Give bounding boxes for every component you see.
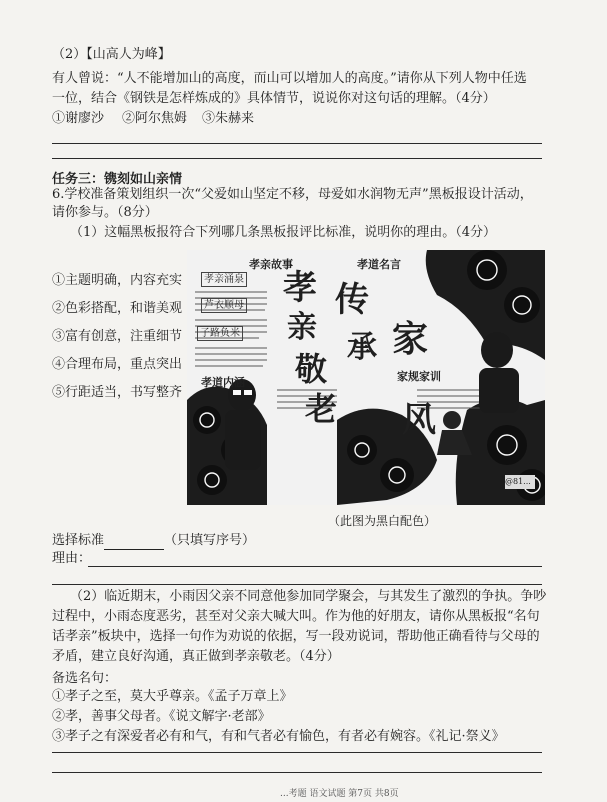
q2-prompt-line1: 有人曾说：“人不能增加山的高度，而山可以增加人的高度。”请你从下列人物中任选 (52, 71, 527, 86)
select-hint: （只填写序号） (164, 533, 256, 548)
q2-option-2: ②阿尔焦姆 (122, 111, 188, 126)
q6-line1: 6.学校准备策划组织一次“父爱如山坚定不移，母爱如水润物无声”黑板报设计活动， (52, 187, 533, 202)
poster-char-feng: 风 (402, 400, 436, 440)
poster-char-cheng: 承 (347, 330, 377, 365)
answer-line[interactable] (52, 143, 542, 144)
q2-heading: （2）【山高人为峰】 (52, 47, 171, 62)
criterion-4: ④合理布局，重点突出 (52, 357, 183, 372)
poster-char-jing: 敬 (295, 350, 328, 388)
q6-line2: 请你参与。（8分） (52, 205, 158, 220)
q2-option-1: ①谢廖沙 (52, 111, 105, 126)
answer-line[interactable] (88, 566, 542, 567)
sub2-line2: 过程中，小雨态度恶劣，甚至对父亲大喊大叫。作为他的好朋友，请你从黑板报“名句 (52, 609, 540, 624)
poster-label-jiagui: 家规家训 (397, 370, 441, 383)
answer-line[interactable] (52, 772, 542, 773)
reason-label: 理由： (52, 551, 92, 566)
criterion-5: ⑤行距适当，书写整齐 (52, 385, 183, 400)
quote-2: ②孝，善事父母者。《说文解字·老部》 (52, 709, 271, 724)
task3-title: 任务三：镌刻如山亲情 (52, 172, 183, 187)
answer-line[interactable] (52, 752, 542, 753)
poster-label-quotes: 孝道名言 (357, 258, 401, 271)
poster-label-story: 孝亲故事 (249, 258, 293, 271)
q2-option-3: ③朱赫来 (202, 111, 255, 126)
select-label: 选择标准 (52, 533, 105, 548)
answer-line[interactable] (52, 584, 542, 585)
quotes-label: 备选名句： (52, 671, 118, 686)
q6-sub1: （1）这幅黑板报符合下列哪几条黑板报评比标准，说明你的理由。（4分） (70, 225, 497, 240)
poster-char-lao: 老 (305, 390, 338, 428)
q2-prompt-line2: 一位，结合《钢铁是怎样炼成的》具体情节，说说你对这句话的理解。（4分） (52, 91, 496, 106)
poster-char-xiao: 孝 (283, 268, 317, 308)
poster-char-chuan: 传 (335, 280, 369, 320)
sub2-line4: 矛盾，建立良好沟通，真正做到孝亲敬老。（4分） (52, 649, 340, 664)
answer-line[interactable] (52, 158, 542, 159)
criterion-1: ①主题明确，内容充实 (52, 273, 183, 288)
quote-3: ③孝子之有深爱者必有和气，有和气者必有愉色，有者必有婉容。《礼记·祭义》 (52, 729, 505, 744)
poster-label-luyi: 芦衣顺母 (201, 298, 247, 313)
poster-label-neihan: 孝道内涵 (201, 376, 245, 389)
blackboard-poster-image (187, 250, 545, 505)
sub2-line3: 话孝亲”板块中，选择一句作为劝说的依据，写一段劝说词，帮助他正确看待与父母的 (52, 629, 540, 644)
poster-char-jia: 家 (392, 318, 429, 360)
select-standard-row (52, 532, 255, 550)
select-blank[interactable] (104, 535, 164, 550)
quote-1: ①孝子之至，莫大乎尊亲。《孟子万章上》 (52, 689, 293, 704)
poster-label-yongquan: 孝亲涌泉 (201, 272, 247, 287)
poster-char-qin: 亲 (287, 310, 317, 345)
poster-watermark: @81... (505, 477, 531, 486)
page-footer: ...考题 语文试题 第7页 共8页 (280, 789, 399, 799)
sub2-line1: （2）临近期末，小雨因父亲不同意他参加同学聚会，与其发生了激烈的争执。争吵 (70, 589, 547, 604)
criterion-2: ②色彩搭配，和谐美观 (52, 301, 183, 316)
criterion-3: ③富有创意，注重细节 (52, 329, 183, 344)
poster-label-zilu: 子路负米 (197, 326, 243, 341)
poster-caption: （此图为黑白配色） (328, 514, 437, 528)
